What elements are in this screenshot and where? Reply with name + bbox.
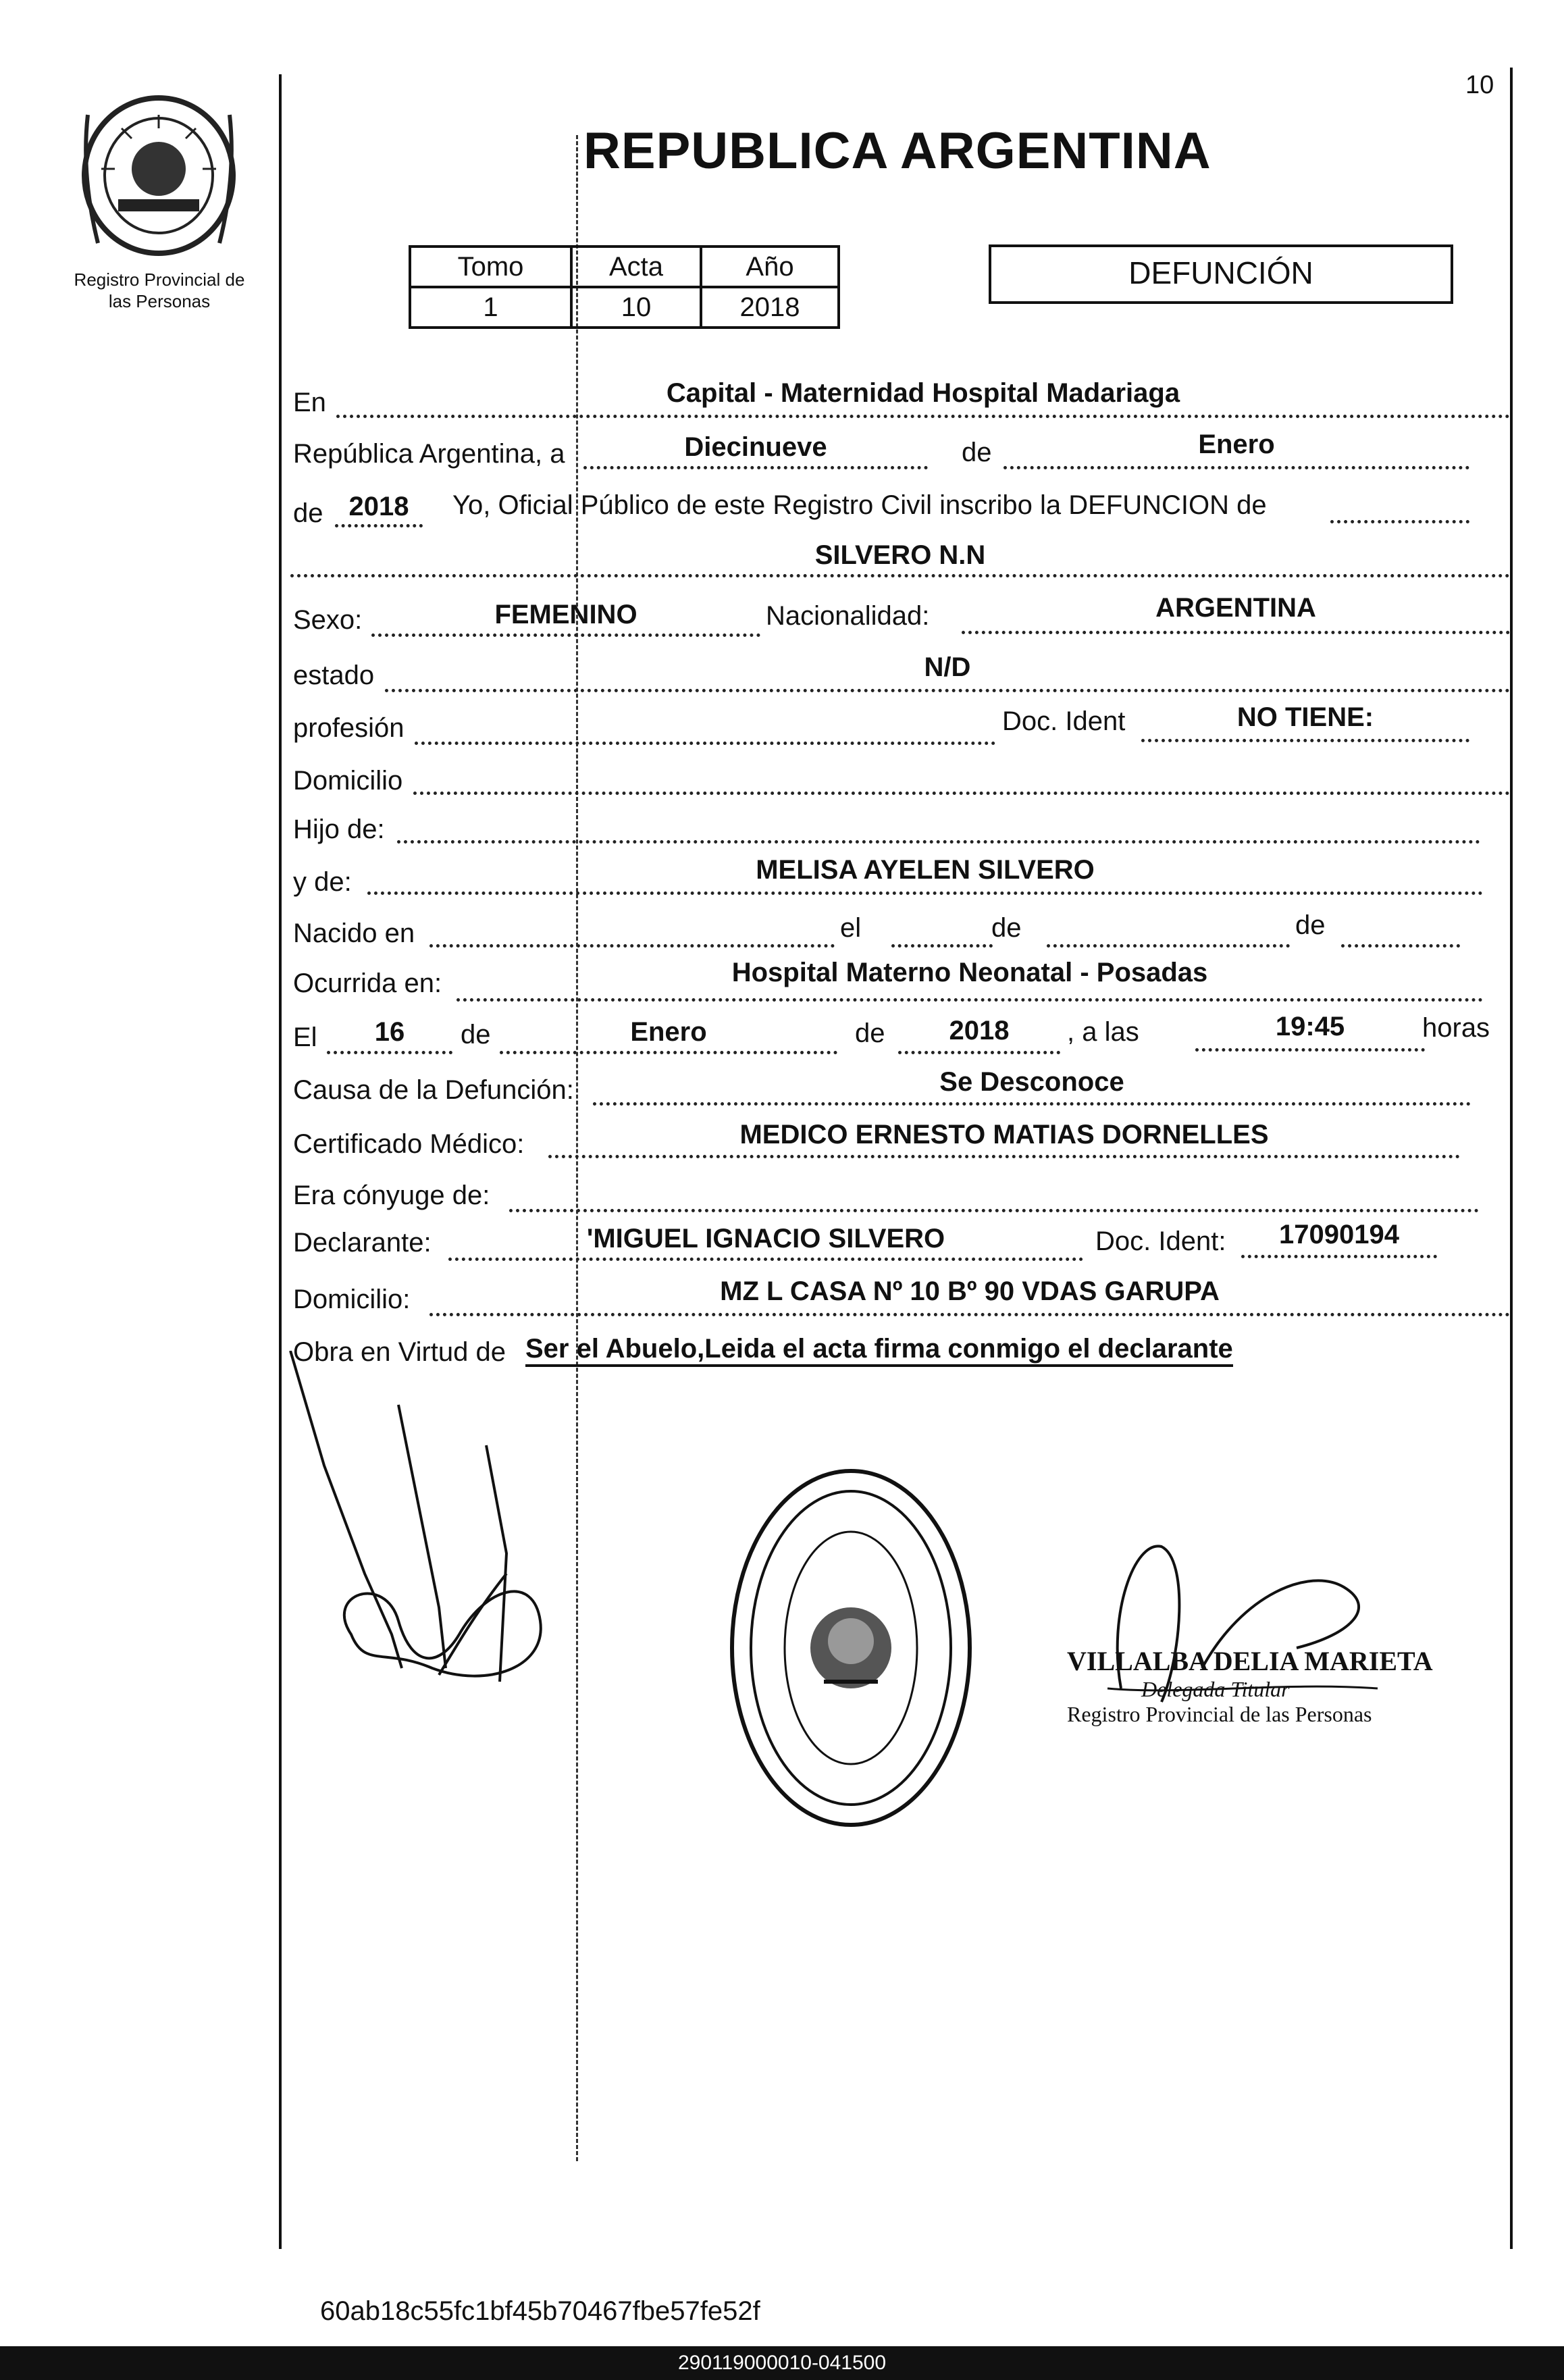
- year-value: 2018: [348, 492, 409, 521]
- death-de2-label: de: [855, 1018, 885, 1048]
- de-label: de: [962, 438, 992, 467]
- en-label: En: [293, 388, 326, 417]
- domicilio-label: Domicilio: [293, 766, 403, 796]
- ocurrida-value: Hospital Materno Neonatal - Posadas: [731, 958, 1208, 987]
- page-title: REPUBLICA ARGENTINA: [583, 122, 1211, 180]
- footer-bar: [0, 2346, 1564, 2380]
- tomo-value: 1: [410, 287, 571, 328]
- horas-label: horas: [1422, 1013, 1490, 1043]
- ocurrida-label: Ocurrida en:: [293, 968, 442, 998]
- deceased-name: SILVERO N.N: [814, 540, 986, 570]
- declarante-doc-label: Doc. Ident:: [1095, 1226, 1226, 1256]
- profesion-label: profesión: [293, 713, 405, 743]
- declarante-value: 'MIGUEL IGNACIO SILVERO: [586, 1224, 945, 1253]
- registry-name-line2: las Personas: [108, 291, 211, 311]
- doc-ident-value: NO TIENE:: [1236, 702, 1374, 732]
- nacido-label: Nacido en: [293, 919, 415, 948]
- sexo-value: FEMENINO: [494, 600, 637, 629]
- ano-header: Año: [701, 247, 839, 287]
- record-table-value-row: [410, 287, 839, 328]
- certificado-value: MEDICO ERNESTO MATIAS DORNELLES: [739, 1120, 1269, 1149]
- death-month: Enero: [630, 1017, 707, 1047]
- official-stamp: [723, 1459, 979, 1837]
- act-type-box: DEFUNCIÓN: [989, 244, 1453, 304]
- acta-header: Acta: [571, 247, 701, 287]
- death-year: 2018: [949, 1016, 1010, 1045]
- doc-ident-label: Doc. Ident: [1002, 706, 1126, 736]
- de2-label: de: [293, 498, 323, 528]
- right-margin-line: [1510, 68, 1513, 2249]
- day-value: Diecinueve: [684, 432, 827, 462]
- obra-value: Ser el Abuelo,Leida el acta firma conmigo el declarante: [525, 1333, 1233, 1367]
- nacido-de2-label: de: [1295, 910, 1326, 940]
- declarante-label: Declarante:: [293, 1228, 432, 1258]
- left-margin-line: [279, 74, 282, 2249]
- obra-label: Obra en Virtud de: [293, 1337, 506, 1367]
- sexo-label: Sexo:: [293, 605, 363, 635]
- tomo-header: Tomo: [410, 247, 571, 287]
- conyuge-label: Era cónyuge de:: [293, 1181, 490, 1210]
- official-title: Delegada Titular: [1141, 1677, 1290, 1701]
- record-table-header-row: [410, 247, 839, 287]
- causa-label: Causa de la Defunción:: [293, 1075, 574, 1105]
- domicilio2-value: MZ L CASA Nº 10 Bº 90 VDAS GARUPA: [720, 1276, 1220, 1306]
- ano-value: 2018: [701, 287, 839, 328]
- certificado-label: Certificado Médico:: [293, 1129, 525, 1159]
- page-number: 10: [1465, 71, 1494, 99]
- record-table: [409, 245, 840, 329]
- domicilio2-label: Domicilio:: [293, 1285, 411, 1314]
- death-day: 16: [374, 1017, 405, 1047]
- el-label: El: [293, 1023, 317, 1052]
- death-time: 19:45: [1275, 1012, 1345, 1041]
- registry-name-line1: Registro Provincial de: [74, 269, 245, 290]
- official-org: Registro Provincial de las Personas: [1067, 1702, 1372, 1726]
- declarante-doc-value: 17090194: [1279, 1220, 1399, 1249]
- hijo-label: Hijo de:: [293, 814, 385, 844]
- republica-label: República Argentina, a: [293, 439, 565, 469]
- oficial-text: Yo, Oficial Público de este Registro Civil inscribo la DEFUNCION de: [452, 490, 1267, 520]
- estado-label: estado: [293, 661, 375, 690]
- mother-name: MELISA AYELEN SILVERO: [756, 855, 1095, 885]
- place-value: Capital - Maternidad Hospital Madariaga: [666, 378, 1180, 408]
- nacionalidad-value: ARGENTINA: [1155, 593, 1316, 623]
- barcode-number: 290119000010-041500: [677, 2352, 887, 2374]
- causa-value: Se Desconoce: [939, 1067, 1124, 1097]
- y-de-label: y de:: [293, 867, 352, 897]
- a-las-label: , a las: [1067, 1017, 1139, 1047]
- nacido-el-label: el: [840, 913, 862, 943]
- acta-value: 10: [571, 287, 701, 328]
- death-de1-label: de: [461, 1020, 491, 1050]
- document-hash: 60ab18c55fc1bf45b70467fbe57fe52f: [320, 2296, 760, 2326]
- official-name: VILLALBA DELIA MARIETA: [1067, 1646, 1433, 1676]
- month-value: Enero: [1198, 430, 1275, 459]
- province-seal: [68, 88, 250, 263]
- nacionalidad-label: Nacionalidad:: [766, 601, 930, 631]
- declarant-signature: [284, 1351, 608, 1702]
- nacido-de1-label: de: [991, 913, 1022, 943]
- estado-value: N/D: [924, 652, 971, 682]
